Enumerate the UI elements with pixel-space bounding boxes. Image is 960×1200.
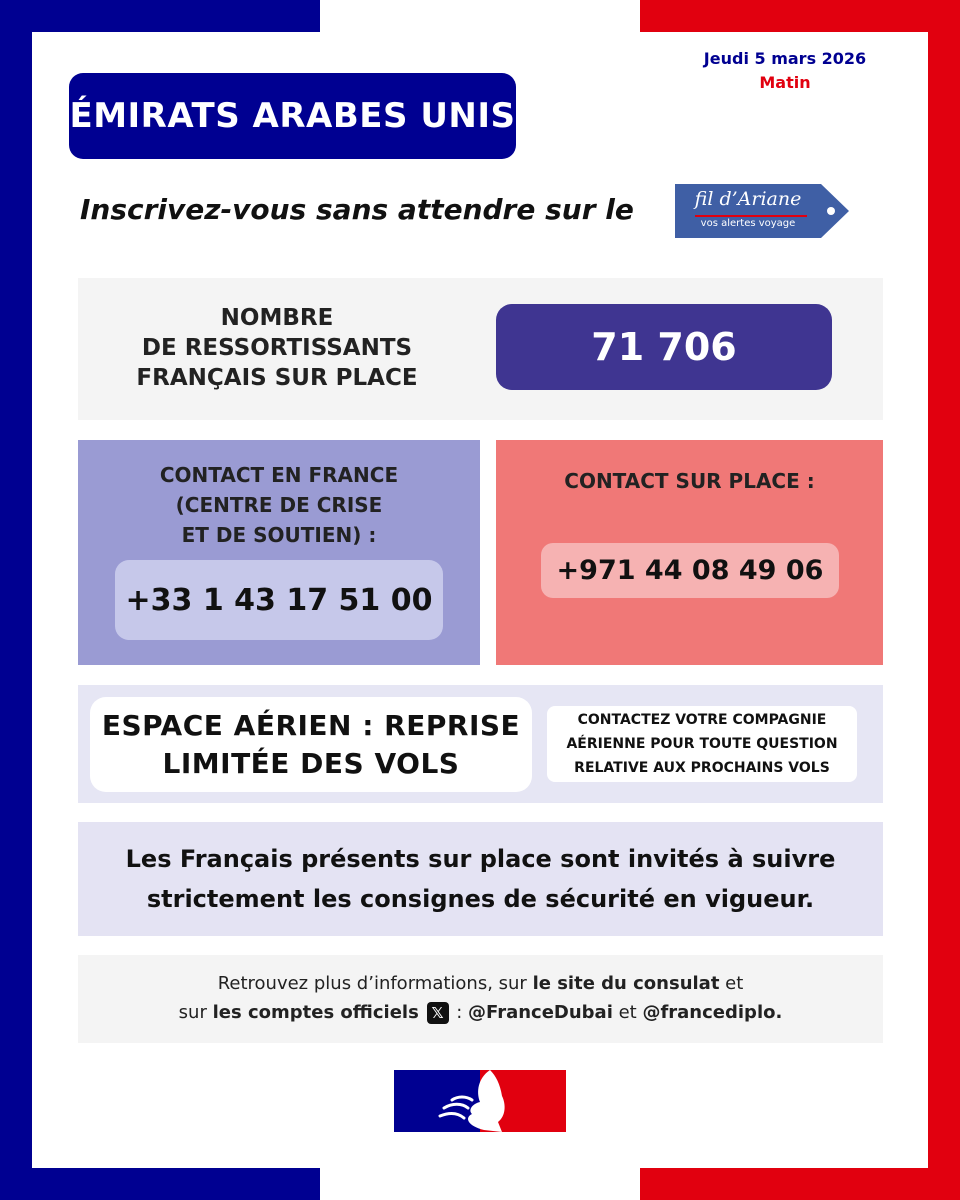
- airspace-status: [90, 697, 532, 792]
- info-text-3: sur: [178, 1002, 213, 1023]
- nationals-label-line3: FRANÇAIS SUR PLACE: [136, 365, 418, 391]
- airspace-status-line2: LIMITÉE DES VOLS: [162, 746, 460, 780]
- contact-local-phone[interactable]: +971 44 08 49 06: [541, 543, 839, 598]
- nationals-label: [104, 303, 450, 393]
- contact-france-label: [78, 460, 480, 550]
- more-info-line1: [78, 969, 883, 998]
- fil-ariane-underline: [695, 215, 807, 217]
- info-text-1: Retrouvez plus d’informations, sur: [217, 973, 533, 994]
- consulate-site-link[interactable]: le site du consulat: [532, 973, 720, 994]
- frame-red-right: [928, 0, 960, 1200]
- nationals-count: 71 706: [496, 304, 832, 390]
- airspace-note: [547, 706, 857, 782]
- contact-france-label-line1: CONTACT EN FRANCE: [159, 463, 399, 487]
- nationals-label-line2: DE RESSORTISSANTS: [141, 335, 413, 361]
- marianne-icon: [394, 1070, 566, 1132]
- info-text-4: :: [450, 1002, 469, 1023]
- security-consigne: [78, 822, 883, 936]
- country-title: ÉMIRATS ARABES UNIS: [69, 73, 516, 159]
- consigne-line1: Les Français présents sur place sont invités à suivre: [125, 845, 836, 873]
- official-accounts-link[interactable]: les comptes officiels: [212, 1002, 419, 1023]
- consigne-line2: strictement les consignes de sécurité en vigueur.: [146, 885, 815, 913]
- x-logo-icon: 𝕏: [427, 1002, 449, 1024]
- contact-france-label-line2: (CENTRE DE CRISE: [175, 493, 383, 517]
- more-info-line2: [78, 998, 883, 1027]
- date-block: [690, 47, 880, 95]
- info-text-2: et: [719, 973, 744, 994]
- contact-france-label-line3: ET DE SOUTIEN) :: [181, 523, 377, 547]
- more-info: [78, 955, 883, 1043]
- airspace-status-line1: ESPACE AÉRIEN : REPRISE: [101, 708, 521, 742]
- info-text-5: et: [612, 1002, 643, 1023]
- frame-blue-bottom: [0, 1168, 320, 1200]
- contact-local-label: CONTACT SUR PLACE :: [564, 469, 815, 493]
- nationals-label-line1: NOMBRE: [220, 305, 334, 331]
- contact-france-phone[interactable]: +33 1 43 17 51 00: [115, 560, 443, 640]
- fil-ariane-badge[interactable]: [673, 182, 851, 240]
- frame-red-top: [640, 0, 960, 32]
- frame-red-bottom: [640, 1168, 960, 1200]
- airspace-note-line1: CONTACTEZ VOTRE COMPAGNIE: [577, 712, 827, 728]
- fil-ariane-title: fil d’Ariane: [694, 188, 802, 210]
- frame-blue-left: [0, 0, 32, 1200]
- frame-blue-top: [0, 0, 320, 32]
- registration-text: Inscrivez-vous sans attendre sur le: [80, 193, 634, 226]
- airspace-note-line2: AÉRIENNE POUR TOUTE QUESTION: [566, 736, 838, 752]
- date-text: Jeudi 5 mars 2026: [703, 49, 867, 68]
- period-text: Matin: [759, 73, 811, 92]
- fil-ariane-subtitle: vos alertes voyage: [700, 218, 796, 229]
- francediplo-handle[interactable]: @francediplo.: [642, 1002, 783, 1023]
- marianne-logo: [394, 1070, 566, 1132]
- france-dubai-handle[interactable]: @FranceDubai: [468, 1002, 613, 1023]
- airspace-note-line3: RELATIVE AUX PROCHAINS VOLS: [574, 760, 830, 776]
